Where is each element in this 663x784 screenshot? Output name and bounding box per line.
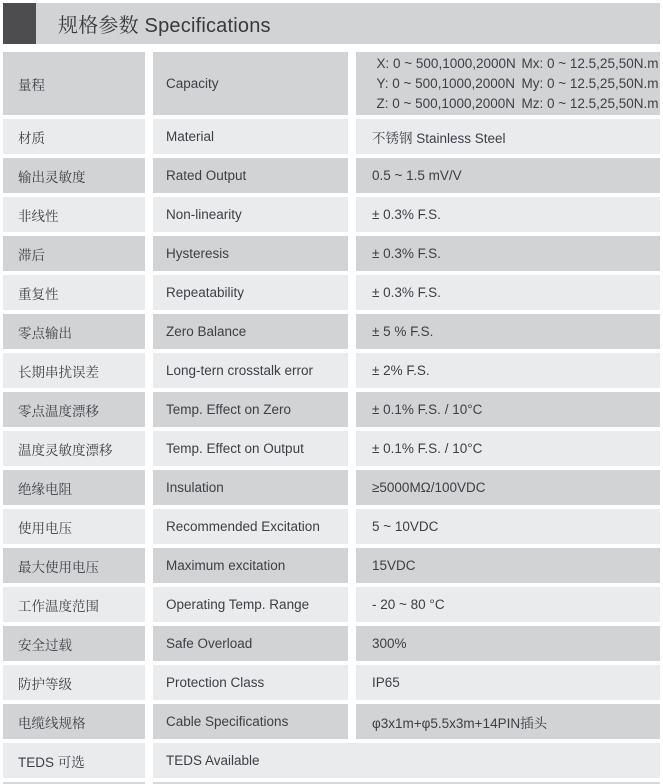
- spec-value: 0.5 ~ 1.5 mV/V: [356, 158, 660, 193]
- table-row: [3, 392, 660, 427]
- table-row: [3, 314, 660, 349]
- spec-value: 15VDC: [356, 548, 660, 583]
- spec-label-en: Safe Overload: [153, 626, 348, 661]
- spec-label-cn: 输出灵敏度: [3, 158, 145, 193]
- spec-label-cn: TEDS 可选: [3, 743, 145, 778]
- capacity-moment-my: My: 0 ~ 12.5,25,50N.m: [521, 75, 659, 91]
- capacity-line: [377, 94, 659, 114]
- spec-value: IP65: [356, 665, 660, 700]
- spec-label-cn: 零点输出: [3, 314, 145, 349]
- spec-label-en: Zero Balance: [153, 314, 348, 349]
- spec-label-cn: 电缆线规格: [3, 704, 145, 739]
- table-row: [3, 431, 660, 466]
- capacity-force-x: X: 0 ~ 500,1000,2000N: [376, 55, 516, 71]
- spec-value: ± 0.1% F.S. / 10°C: [356, 431, 660, 466]
- spec-label-en: Long-tern crosstalk error: [153, 353, 348, 388]
- table-row: [3, 704, 660, 739]
- spec-value: ± 0.1% F.S. / 10°C: [356, 392, 660, 427]
- capacity-line: [377, 54, 659, 74]
- spec-label-en: Non-linearity: [153, 197, 348, 232]
- table-row: [3, 275, 660, 310]
- spec-label-en: TEDS Available: [153, 743, 660, 778]
- spec-label-en: Recommended Excitation: [153, 509, 348, 544]
- capacity-moment-mz: Mz: 0 ~ 12.5,25,50N.m: [521, 95, 659, 111]
- spec-label-cn: 最大使用电压: [3, 548, 145, 583]
- table-row: [3, 470, 660, 505]
- spec-label-cn: 零点温度漂移: [3, 392, 145, 427]
- spec-value: ± 0.3% F.S.: [356, 275, 660, 310]
- capacity-moment-mx: Mx: 0 ~ 12.5,25,50N.m: [521, 55, 659, 71]
- spec-label-en: Protection Class: [153, 665, 348, 700]
- spec-value: 不锈钢 Stainless Steel: [356, 119, 660, 154]
- spec-label-en: Temp. Effect on Output: [153, 431, 348, 466]
- header-square-icon: [3, 3, 36, 44]
- spec-value: ≥5000MΩ/100VDC: [356, 470, 660, 505]
- spec-label-en: Maximum excitation: [153, 548, 348, 583]
- spec-label-en: Insulation: [153, 470, 348, 505]
- spec-value: ± 5 % F.S.: [356, 314, 660, 349]
- spec-value: [356, 52, 660, 115]
- spec-label-en: Rated Output: [153, 158, 348, 193]
- table-row: [3, 119, 660, 154]
- spec-value: 300%: [356, 626, 660, 661]
- table-row: [3, 665, 660, 700]
- spec-label-cn: 重复性: [3, 275, 145, 310]
- spec-label-en: Cable Specifications: [153, 704, 348, 739]
- spec-value: 5 ~ 10VDC: [356, 509, 660, 544]
- table-row: [3, 52, 660, 115]
- spec-label-cn: 材质: [3, 119, 145, 154]
- table-row: [3, 548, 660, 583]
- spec-label-cn: 量程: [3, 52, 145, 115]
- table-row: [3, 587, 660, 622]
- spec-label-cn: 防护等级: [3, 665, 145, 700]
- capacity-force-z: Z: 0 ~ 500,1000,2000N: [376, 95, 515, 111]
- spec-label-cn: 温度灵敏度漂移: [3, 431, 145, 466]
- spec-label-en: Capacity: [153, 52, 348, 115]
- table-row: [3, 509, 660, 544]
- table-row: [3, 197, 660, 232]
- spec-value: ± 2% F.S.: [356, 353, 660, 388]
- spec-value: φ3x1m+φ5.5x3m+14PIN插头: [356, 704, 660, 739]
- capacity-force-y: Y: 0 ~ 500,1000,2000N: [376, 75, 516, 91]
- spec-label-en: Hysteresis: [153, 236, 348, 271]
- spec-value: ± 0.3% F.S.: [356, 236, 660, 271]
- spec-label-cn: 安全过载: [3, 626, 145, 661]
- table-row: [3, 626, 660, 661]
- table-row: [3, 743, 660, 778]
- capacity-line: [377, 74, 659, 94]
- spec-value: ± 0.3% F.S.: [356, 197, 660, 232]
- page-title: 规格参数 Specifications: [58, 15, 271, 37]
- spec-label-cn: 非线性: [3, 197, 145, 232]
- spec-label-cn: 绝缘电阻: [3, 470, 145, 505]
- spec-value: - 20 ~ 80 °C: [356, 587, 660, 622]
- spec-label-cn: 使用电压: [3, 509, 145, 544]
- spec-label-cn: 长期串扰误差: [3, 353, 145, 388]
- spec-label-en: Temp. Effect on Zero: [153, 392, 348, 427]
- spec-label-en: Repeatability: [153, 275, 348, 310]
- spec-label-cn: 滞后: [3, 236, 145, 271]
- table-row: [3, 158, 660, 193]
- table-row: [3, 353, 660, 388]
- spec-label-cn: 工作温度范围: [3, 587, 145, 622]
- section-header: [3, 3, 660, 44]
- spec-label-en: Operating Temp. Range: [153, 587, 348, 622]
- spec-label-en: Material: [153, 119, 348, 154]
- table-row: [3, 236, 660, 271]
